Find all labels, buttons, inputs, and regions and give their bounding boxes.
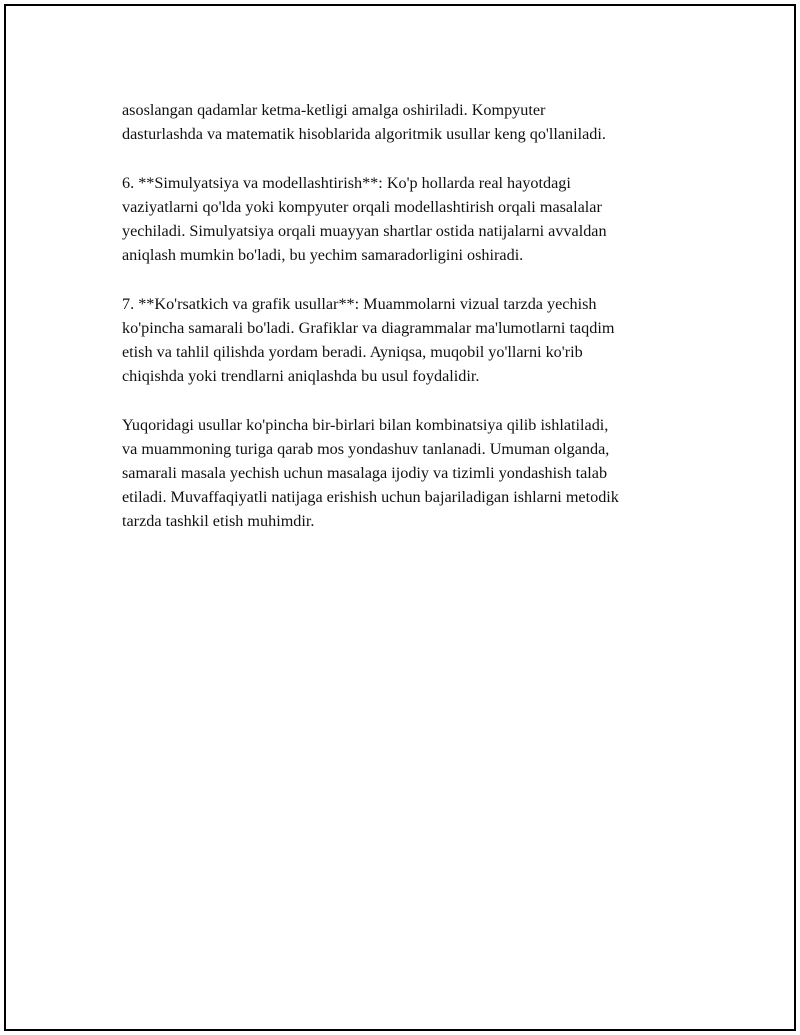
page-frame	[4, 4, 796, 1031]
paragraph-algorithmic-continuation: asoslangan qadamlar ketma-ketligi amalga oshiriladi. Kompyuter dasturlashda va matematik hisoblarida algoritmik usullar keng qo'llaniladi.	[122, 101, 606, 144]
document-body	[122, 98, 702, 558]
paragraph-conclusion: Yuqoridagi usullar ko'pincha bir-birlari bilan kombinatsiya qilib ishlatiladi, va muammoning turiga qarab mos yondashuv tanlanadi. Umuman olganda, samarali masala yechish uchun masalaga ijodiy va tizimli yondashish talab etiladi. Muvaffaqiyatli natijaga erishish uchun bajariladigan ishlarni metodik tarzda tashkil etish muhimdir.	[122, 415, 619, 531]
paragraph-graphical-methods: 7. **Ko'rsatkich va grafik usullar**: Muammolarni vizual tarzda yechish ko'pincha samarali bo'ladi. Grafiklar va diagrammalar ma'lumotlarni taqdim etish va tahlil qilishda yordam beradi. Ayniqsa, muqobil yo'llarni ko'rib chiqishda yoki trendlarni aniqlashda bu usul foydalidir.	[122, 294, 615, 386]
paragraph-simulation: 6. **Simulyatsiya va modellashtirish**: Ko'p hollarda real hayotdagi vaziyatlarni qo'lda yoki kompyuter orqali modellashtirish orqali masalalar yechiladi. Simulyatsiya orqali muayyan shartlar ostida natijalarni avvaldan aniqlash mumkin bo'ladi, bu yechim samaradorligini oshiradi.	[122, 173, 607, 265]
